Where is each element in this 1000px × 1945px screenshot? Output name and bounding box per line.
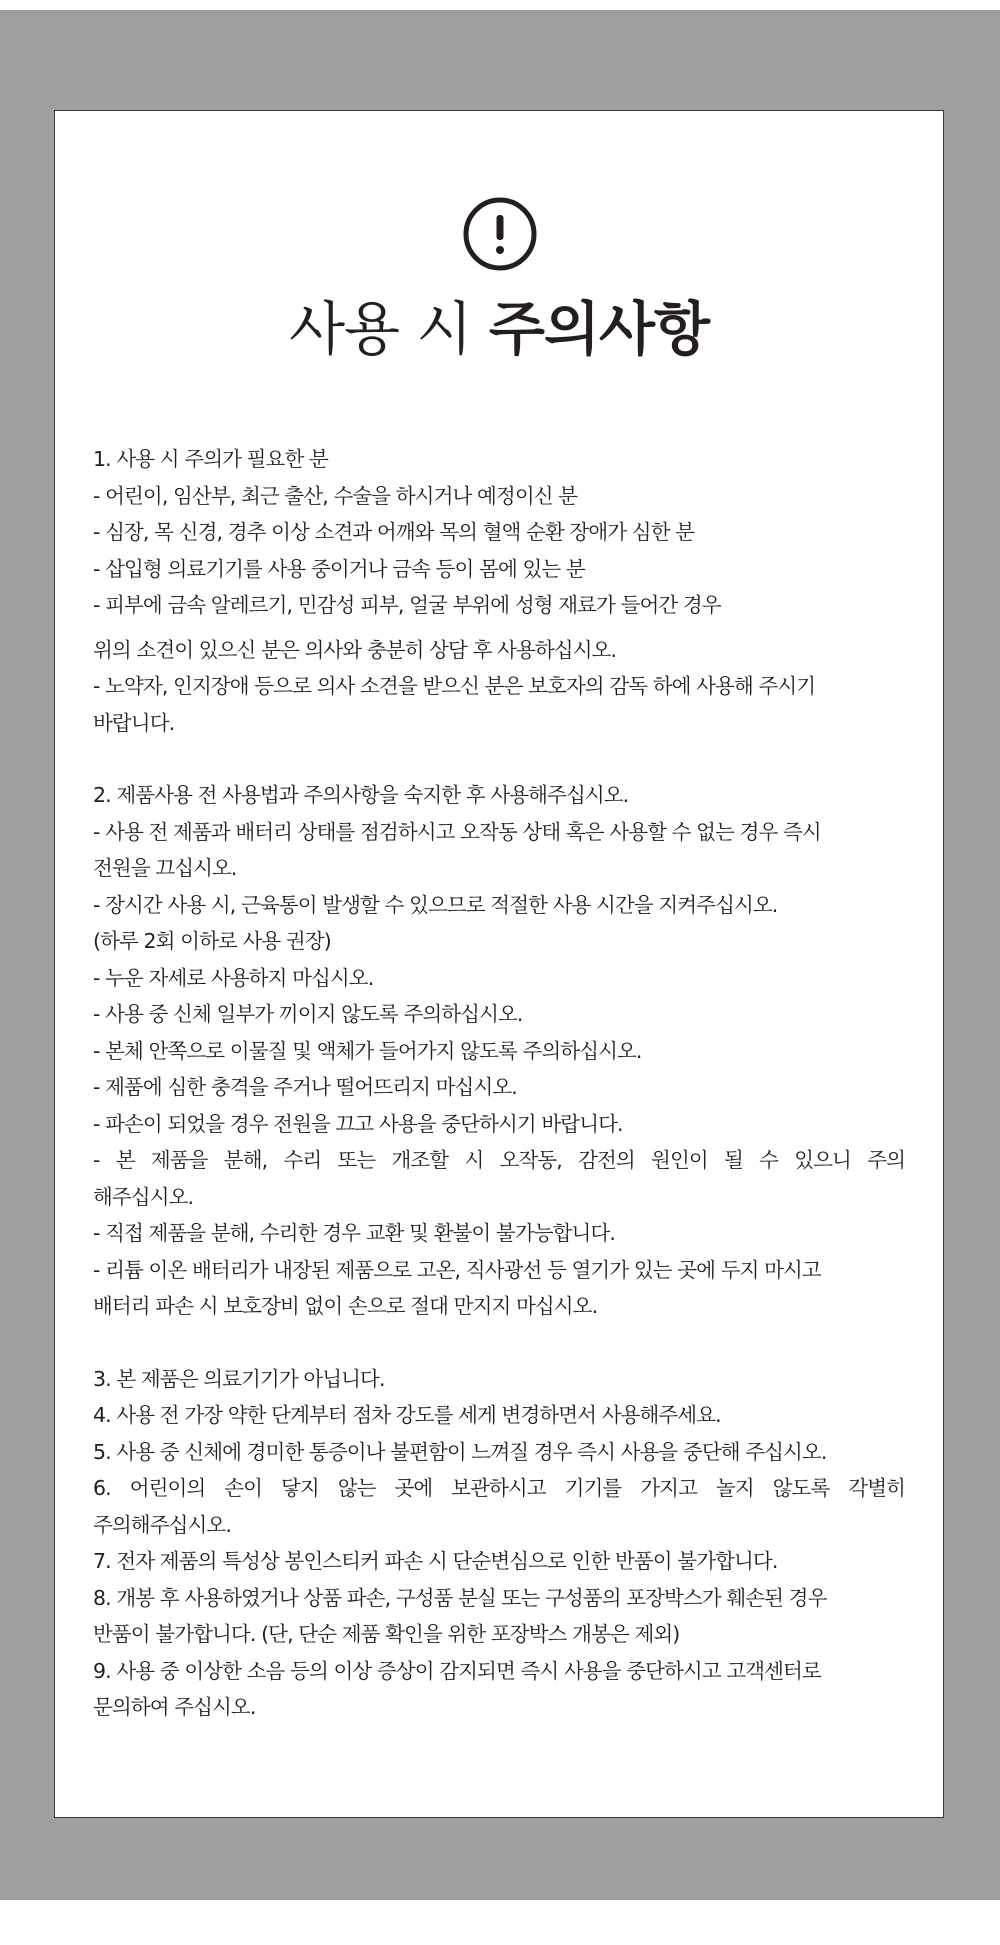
list-item: - 리튬 이온 배터리가 내장된 제품으로 고온, 직사광선 등 열기가 있는 곳에 두지 마시고: [93, 1257, 821, 1282]
title-bold: 주의사항: [488, 295, 710, 363]
list-item: - 심장, 목 신경, 경추 이상 소견과 어깨와 목의 혈액 순환 장애가 심한 분: [93, 520, 695, 544]
list-item: - 직접 제품을 분해, 수리한 경우 교환 및 환불이 불가능합니다.: [93, 1221, 615, 1245]
list-item: - 본체 안쪽으로 이물질 및 액체가 들어가지 않도록 주의하십시오.: [93, 1038, 642, 1063]
list-item: 7. 전자 제품의 특성상 봉인스티커 파손 시 단순변심으로 인한 반품이 불가합니다.: [93, 1549, 778, 1573]
list-item: 6. 어린이의 손이 닿지 않는 곳에 보관하시고 기기를 가지고 놀지 않도록 각별히: [93, 1476, 905, 1500]
list-item-continued: 전원을 끄십시오.: [93, 856, 237, 880]
list-item-continued: 바랍니다.: [93, 710, 175, 735]
precautions-card: [54, 110, 944, 1818]
page-title: [55, 289, 943, 369]
list-item: - 사용 중 신체 일부가 끼이지 않도록 주의하십시오.: [93, 1002, 523, 1026]
consult-advice: 위의 소견이 있으신 분은 의사와 충분히 상담 후 사용하십시오.: [93, 637, 617, 662]
list-item-continued: 문의하여 주십시오.: [93, 1695, 256, 1719]
list-item: 4. 사용 전 가장 약한 단계부터 점차 강도를 세게 변경하면서 사용해주세요.: [93, 1403, 721, 1427]
list-item: - 제품에 심한 충격을 주거나 떨어뜨리지 마십시오.: [93, 1075, 517, 1099]
list-item: - 어린이, 임산부, 최근 출산, 수술을 하시거나 예정이신 분: [93, 483, 578, 508]
list-item: - 장시간 사용 시, 근육통이 발생할 수 있으므로 적절한 사용 시간을 지켜주십시오.: [93, 892, 778, 917]
list-item-continued: 배터리 파손 시 보호장비 없이 손으로 절대 만지지 마십시오.: [93, 1294, 598, 1318]
list-item-continued: 해주십시오.: [93, 1184, 194, 1209]
list-item-continued: 주의해주십시오.: [93, 1512, 231, 1537]
list-item-note: (하루 2회 이하로 사용 권장): [93, 929, 331, 953]
page-background: [0, 10, 1000, 1900]
list-item: 8. 개봉 후 사용하였거나 상품 파손, 구성품 분실 또는 구성품의 포장박스가 훼손된 경우: [93, 1585, 827, 1610]
list-item: 5. 사용 중 신체에 경미한 통증이나 불편함이 느껴질 경우 즉시 사용을 중단해 주십시오.: [93, 1439, 827, 1464]
list-item: - 파손이 되었을 경우 전원을 끄고 사용을 중단하시기 바랍니다.: [93, 1111, 623, 1136]
list-item: - 사용 전 제품과 배터리 상태를 점검하시고 오작동 상태 혹은 사용할 수 없는 경우 즉시: [93, 819, 821, 844]
list-item: 9. 사용 중 이상한 소음 등의 이상 증상이 감지되면 즉시 사용을 중단하시고 고객센터로: [93, 1658, 821, 1683]
list-item: - 누운 자세로 사용하지 마십시오.: [93, 965, 374, 990]
list-item: - 삽입형 의료기기를 사용 중이거나 금속 등이 몸에 있는 분: [93, 556, 585, 581]
exclamation-circle-icon: [462, 196, 538, 272]
list-item: - 피부에 금속 알레르기, 민감성 피부, 얼굴 부위에 성형 재료가 들어간 경우: [93, 593, 721, 617]
section-2-heading: 2. 제품사용 전 사용법과 주의사항을 숙지한 후 사용해주십시오.: [93, 783, 629, 807]
title-light: 사용 시: [288, 295, 472, 363]
section-1-heading: 1. 사용 시 주의가 필요한 분: [93, 447, 328, 471]
list-item: - 본 제품을 분해, 수리 또는 개조할 시 오작동, 감전의 원인이 될 수 있으니 주의: [93, 1148, 905, 1172]
list-item: 3. 본 제품은 의료기기가 아닙니다.: [93, 1366, 385, 1391]
list-item: - 노약자, 인지장애 등으로 의사 소견을 받으신 분은 보호자의 감독 하에 사용해 주시기: [93, 674, 816, 698]
list-item-continued: 반품이 불가합니다. (단, 단순 제품 확인을 위한 포장박스 개봉은 제외): [93, 1622, 680, 1646]
precautions-body: [93, 441, 905, 1726]
